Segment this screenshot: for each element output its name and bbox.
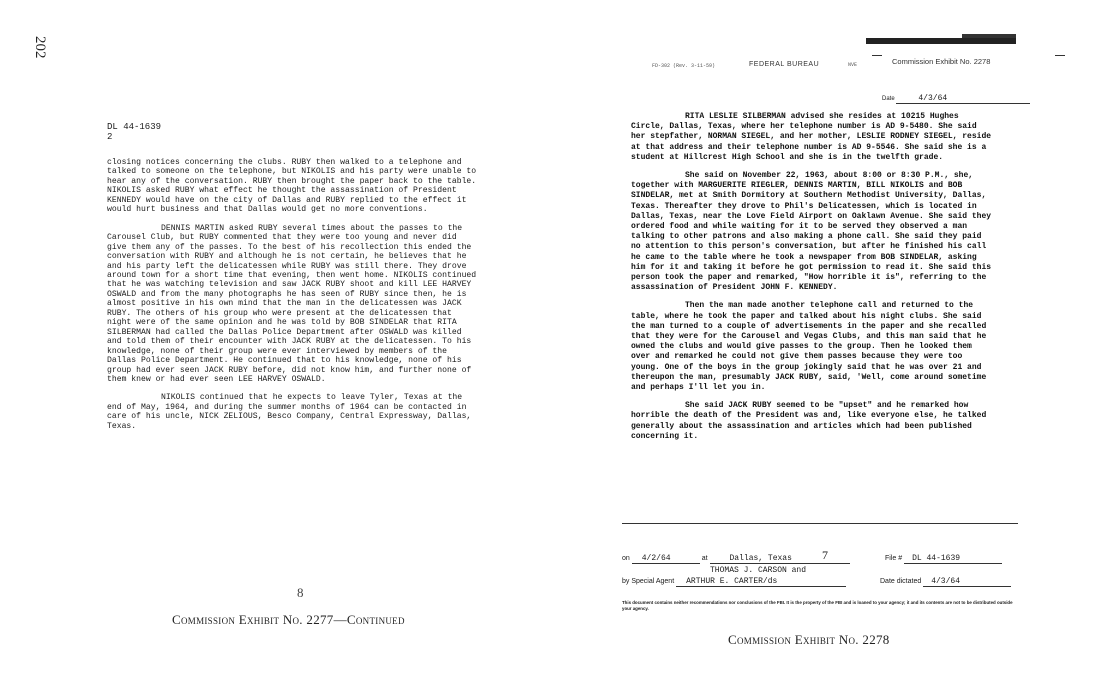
agency-suffix: NVE — [848, 62, 858, 68]
disclaimer: This document contains neither recommendations nor conclusions of the FBI. It is the property of the FBI and is loaned to your agency; it and its contents are not to be distributed outside your agency. — [622, 600, 1013, 611]
at-value: Dallas, Texas — [710, 554, 850, 564]
on-value: 4/2/64 — [632, 554, 700, 564]
header-dash — [872, 55, 882, 56]
agents-line-1: THOMAS J. CARSON and — [710, 566, 807, 575]
date-value: 4/3/64 — [896, 94, 1030, 104]
footer-file-row — [885, 554, 1002, 564]
left-paragraph: NIKOLIS continued that he expects to leave Tyler, Texas at the end of May, 1964, and during the summer months of 1964 can be contacted in care of his uncle, NICK ZELIOUS, Besco Company, Central Expressway, Dallas, Texas. — [107, 393, 472, 431]
date-label: Date — [882, 96, 895, 102]
file-number: DL 44-1639 — [107, 122, 162, 132]
file-label: File # — [885, 555, 903, 562]
page-mark-seven: 7 — [822, 548, 828, 562]
right-caption: Commission Exhibit No. 2278 — [728, 632, 890, 647]
right-paragraph: RITA LESLIE SILBERMAN advised she resides at 10215 Hughes Circle, Dallas, Texas, where her telephone number is AD 9-5480. She said her stepfather, NORMAN SIEGEL, and her mother, LESLIE RODNEY SIEGEL, reside at that address and their telephone number is AD 9-5546. She said she is a student at Hillcrest High School and she is in the twelfth grade. — [631, 112, 992, 162]
page-number: 202 — [32, 36, 48, 59]
left-paragraph: closing notices concerning the clubs. RUBY then walked to a telephone and talked to someone on the telephone, but NIKOLIS and his party were unable to hear any of the conversation. RUBY then brought the paper back to the table. NIKOLIS asked RUBY what effect he thought the assassination of President KENNEDY would have on the city of Dallas and RUBY replied to the effect it would hurt business and that Dallas would get no more conventions. — [107, 158, 477, 215]
right-body — [631, 112, 993, 450]
page-mark: 8 — [297, 585, 304, 600]
left-file-reference — [107, 122, 161, 142]
file-value: DL 44-1639 — [904, 554, 1002, 564]
page-indicator: 2 — [107, 132, 113, 142]
date-row — [882, 94, 1030, 104]
by-label: by Special Agent — [622, 578, 675, 585]
at-label: at — [701, 555, 708, 562]
right-paragraph: She said on November 22, 1963, about 8:00 or 8:30 P.M., she, together with MARGUERITE RIEGLER, DENNIS MARTIN, BILL NIKOLIS and BOB SINDELAR, met at Smith Dormitory at Southern Methodist University, Dallas, Texas. Thereafter they drove to Phil's Delicatessen, which is located in Dallas, Texas, near the Love Field Airport on Oaklawn Avenue. She said they ordered food and while waiting for it to be served they observed a man talking to other patrons and also making a phone call. She said they paid no attention to this person's conversation, but after he finished his call he came to the table where he took a newspaper from BOB SINDELAR, asking him for it and taking it before he got permission to read it. She said this person took the paper and remarked, "How horrible it is", referring to the assassination of President JOHN F. KENNEDY. — [631, 171, 992, 293]
right-paragraph: Then the man made another telephone call and returned to the table, where he took the paper and talked about his night clubs. She said the man turned to a couple of advertisements in the paper and she recalled that they were for the Carousel and Vegas Clubs, and this man said that he owned the clubs and would give passes to the group. Then he looked them over and remarked he could not give them passes because they were too young. One of the boys in the group jokingly said that he was over 21 and thereupon the man, presumably JACK RUBY, said, 'Well, come around sometime and perhaps I'll let you in. — [631, 301, 987, 393]
agents-line-2: ARTHUR E. CARTER/ds — [676, 577, 846, 587]
left-body — [107, 158, 477, 440]
form-number: FD-302 (Rev. 3-11-59) — [652, 63, 716, 69]
dictated-value: 4/3/64 — [923, 577, 1011, 587]
separator-rule — [622, 523, 1018, 524]
header-dash — [1055, 55, 1065, 56]
footer-row-location — [622, 554, 850, 564]
header-bar-accent — [962, 34, 1016, 38]
dictated-label: Date dictated — [880, 578, 922, 585]
right-paragraph: She said JACK RUBY seemed to be "upset" and he remarked how horrible the death of the President was and, like everyone else, he talked generally about the assassination and articles which had been published concerning it. — [631, 401, 987, 441]
header-bar — [866, 38, 1016, 44]
left-paragraph: DENNIS MARTIN asked RUBY several times about the passes to the Carousel Club, but RUBY commented that they were too young and never did give them any of the passes. To the best of his recollection this ended the conversation with RUBY and although he is not certain, he believes that he and his party left the delicatessen while RUBY was still there. They drove around town for a short time that evening, then went home. NIKOLIS continued that he was watching television and saw JACK RUBY shoot and kill LEE HARVEY OSWALD and from the many photographs he has seen of RUBY since then, he is almost positive in his own mind that the man in the delicatessen was JACK RUBY. The others of his group who were present at the delicatessen that night were of the same opinion and he was told by BOB SINDELAR that RITA SILBERMAN had called the Dallas Police Department after OSWALD was killed and told them of their encounter with JACK RUBY at the delicatessen. To his knowledge, none of their group were ever interviewed by members of the Dallas Police Department. He continued that to his knowledge, none of his group had ever seen JACK RUBY before, did not know him, and further none of them knew or had ever seen LEE HARVEY OSWALD. — [107, 223, 477, 384]
footer-row-agents — [622, 577, 846, 587]
agency-heading: FEDERAL BUREAU — [749, 61, 820, 68]
on-label: on — [622, 555, 630, 562]
footer-row-dictated — [880, 577, 1011, 587]
left-caption: Commission Exhibit No. 2277—Continued — [172, 612, 405, 627]
exhibit-label-top: Commission Exhibit No. 2278 — [892, 57, 991, 66]
